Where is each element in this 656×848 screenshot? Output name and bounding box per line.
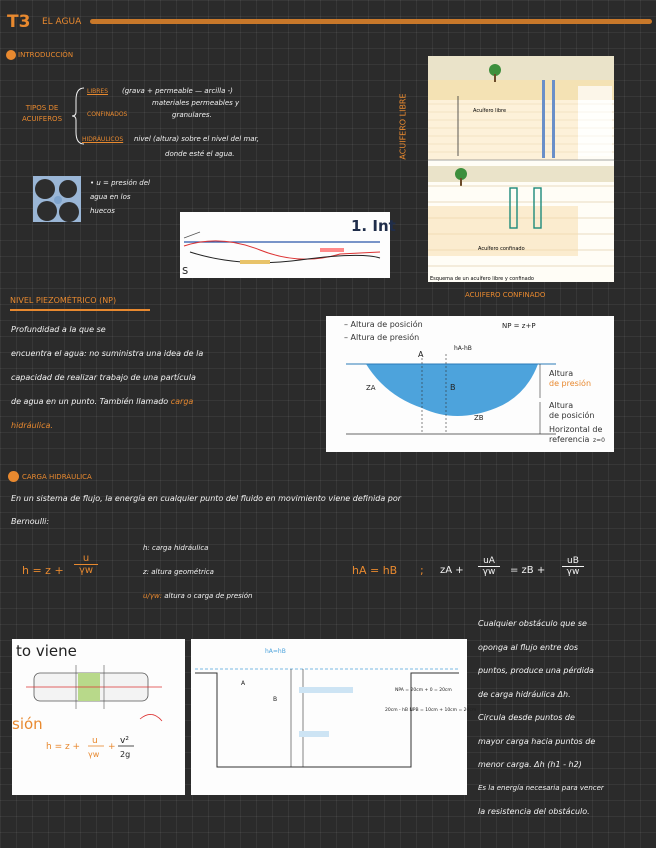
aquifer-vertical-label: ACUIFERO LIBRE	[398, 93, 408, 160]
obstacle-l4: de carga hidráulica Δh.	[478, 689, 571, 699]
hidraulicos-text: nivel (altura) sobre el nivel del mar,	[134, 135, 260, 143]
np-line-4a: de agua en un punto. También llamado	[11, 397, 169, 406]
eq-ha-hb: hA = hB	[352, 564, 398, 577]
tipos-label-1: TIPOS DE	[25, 104, 59, 112]
section-2-title: CARGA HIDRÁULICA	[22, 473, 92, 481]
np-line-1: Profundidad a la que se	[11, 325, 106, 334]
np-label-zb: ZB	[474, 414, 484, 422]
u-note	[90, 176, 150, 218]
np-line-2: encuentra el agua: no suministra una idea de la	[11, 349, 204, 358]
aquifer-footer: Esquema de un acuífero libre y confinado	[430, 276, 534, 282]
bernoulli-fraction	[74, 553, 98, 576]
np-line-3: capacidad de realizar trabajo de una partícula	[11, 373, 196, 382]
np-text	[11, 318, 311, 438]
section-2-badge	[8, 471, 19, 482]
hidraulicos-key: HIDRÁULICOS	[82, 136, 124, 143]
eq-ub: uB	[567, 556, 579, 566]
obstacle-l3: puntos, produce una pérdida	[478, 666, 594, 675]
pipe-formula-v: v²	[120, 736, 129, 746]
obstacle-l8: Es la energía necesaria para vencer	[478, 783, 604, 792]
np-line-5: hidráulica.	[11, 421, 53, 430]
intro-slide-title: 1. Int	[351, 217, 396, 235]
np-title: NIVEL PIEZOMÉTRICO (NP)	[10, 296, 117, 305]
pipe-formula-u: u	[92, 736, 98, 746]
np-label-a: A	[418, 350, 424, 359]
np-legend-1: – Altura de posición	[344, 320, 423, 329]
intro-slide	[180, 212, 396, 278]
intro-slide-letter: s	[182, 263, 189, 277]
libres-text-3: granulares.	[172, 111, 212, 119]
eq-za: zA +	[440, 565, 464, 576]
tank-diagram	[191, 639, 477, 795]
sec2-line-1: En un sistema de flujo, la energía en cualquier punto del fluido en movimiento viene definida por	[11, 494, 402, 503]
confinados-key: CONFINADOS	[87, 111, 128, 118]
tank-top-label: hA=hB	[265, 648, 286, 655]
obstacle-l7: menor carga. Δh (h1 - h2)	[478, 760, 582, 769]
bernoulli-yw: γw	[74, 564, 98, 576]
eq-frac-b	[562, 556, 584, 577]
np-right-2: de presión	[549, 379, 592, 388]
u-note-1: • u = presión del	[90, 179, 150, 187]
aquifer-inner-label-2: Acuífero confinado	[478, 246, 525, 252]
obstacle-l1: Cualquier obstáculo que se	[478, 619, 587, 628]
aquifer-inner-label-1: Acuífero libre	[473, 108, 507, 114]
obstacle-l9: la resistencia del obstáculo.	[478, 807, 590, 816]
def-2: z: altura geométrica	[143, 568, 214, 576]
pipe-formula-yw: γw	[88, 750, 100, 759]
libres-text: (grava + permeable — arcilla -)	[122, 87, 233, 95]
hidraulicos-text-2: donde esté el agua.	[165, 150, 235, 158]
tipos-label	[22, 103, 62, 125]
pipe-slide-side: sión	[12, 715, 43, 733]
np-label-b: B	[450, 383, 456, 392]
np-right-1: Altura	[549, 369, 574, 378]
eq-yw1: γw	[478, 566, 500, 577]
eq-zb: = zB +	[510, 565, 546, 576]
u-note-3: huecos	[90, 207, 115, 215]
def-3b: altura o carga de presión	[164, 592, 253, 600]
eq-sep: ;	[420, 564, 424, 577]
np-diagram	[326, 316, 614, 452]
header-title: EL AGUA	[42, 17, 82, 27]
libres-key: LIBRES	[87, 88, 108, 95]
obstacle-l5: Circula desde puntos de	[478, 713, 575, 722]
np-right-6b: z=0	[593, 437, 605, 444]
pipe-formula-2g: 2g	[120, 750, 131, 759]
section-1-title: INTRODUCCIÓN	[18, 51, 74, 59]
def-1: h: carga hidráulica	[143, 544, 209, 552]
obstacle-l6: mayor carga hacia puntos de	[478, 736, 596, 746]
np-right-3: Altura	[549, 401, 574, 410]
libres-text-2: materiales permeables y	[152, 99, 240, 107]
np-line-4b: carga	[170, 397, 194, 406]
tipos-label-2: ACUIFEROS	[22, 115, 63, 123]
def-3	[143, 592, 252, 600]
pipe-slide-title: to viene	[16, 642, 77, 660]
np-line-4	[11, 390, 311, 414]
sec2-line-2: Bernoulli:	[11, 517, 50, 526]
eq-ua: uA	[483, 556, 495, 566]
u-note-2: agua en los	[90, 193, 131, 201]
obstacle-text	[478, 612, 653, 824]
aquifer-caption: ACUIFERO CONFINADO	[465, 291, 546, 299]
np-right-4: de posición	[549, 411, 595, 420]
eq-frac-a	[478, 556, 500, 577]
np-legend-2: – Altura de presión	[344, 333, 420, 342]
bernoulli-u: u	[82, 553, 90, 564]
np-title-underline	[10, 309, 150, 311]
pipe-formula-h: h = z +	[46, 742, 81, 752]
header-rule	[90, 19, 652, 24]
grain-image	[33, 176, 81, 222]
def-3a: u/γw:	[143, 592, 163, 600]
np-label-za: ZA	[366, 384, 376, 392]
bernoulli-h: h = z +	[22, 564, 64, 577]
tank-label-a: A	[241, 680, 246, 687]
tank-np-1: NPA = 20cm + 0 = 20cm	[395, 688, 452, 693]
section-1-badge	[6, 50, 16, 60]
np-right-6: referencia	[549, 435, 590, 444]
pipe-formula-plus: +	[108, 742, 116, 752]
pipe-slide	[12, 639, 185, 795]
tank-label-b: B	[273, 696, 278, 703]
np-eq: NP = z+P	[502, 322, 536, 330]
aquifer-panel	[428, 56, 614, 282]
aquifer-diagram	[428, 56, 614, 282]
eq-yw2: γw	[562, 566, 584, 577]
np-hb-label: hA-hB	[454, 345, 472, 352]
obstacle-l2: oponga al flujo entre dos	[478, 642, 579, 652]
tank-np-2: 20cm - hB NPB = 10cm + 10cm = 20cm	[385, 708, 477, 713]
header-code: T3	[7, 12, 31, 32]
np-right-5: Horizontal de	[549, 425, 603, 434]
